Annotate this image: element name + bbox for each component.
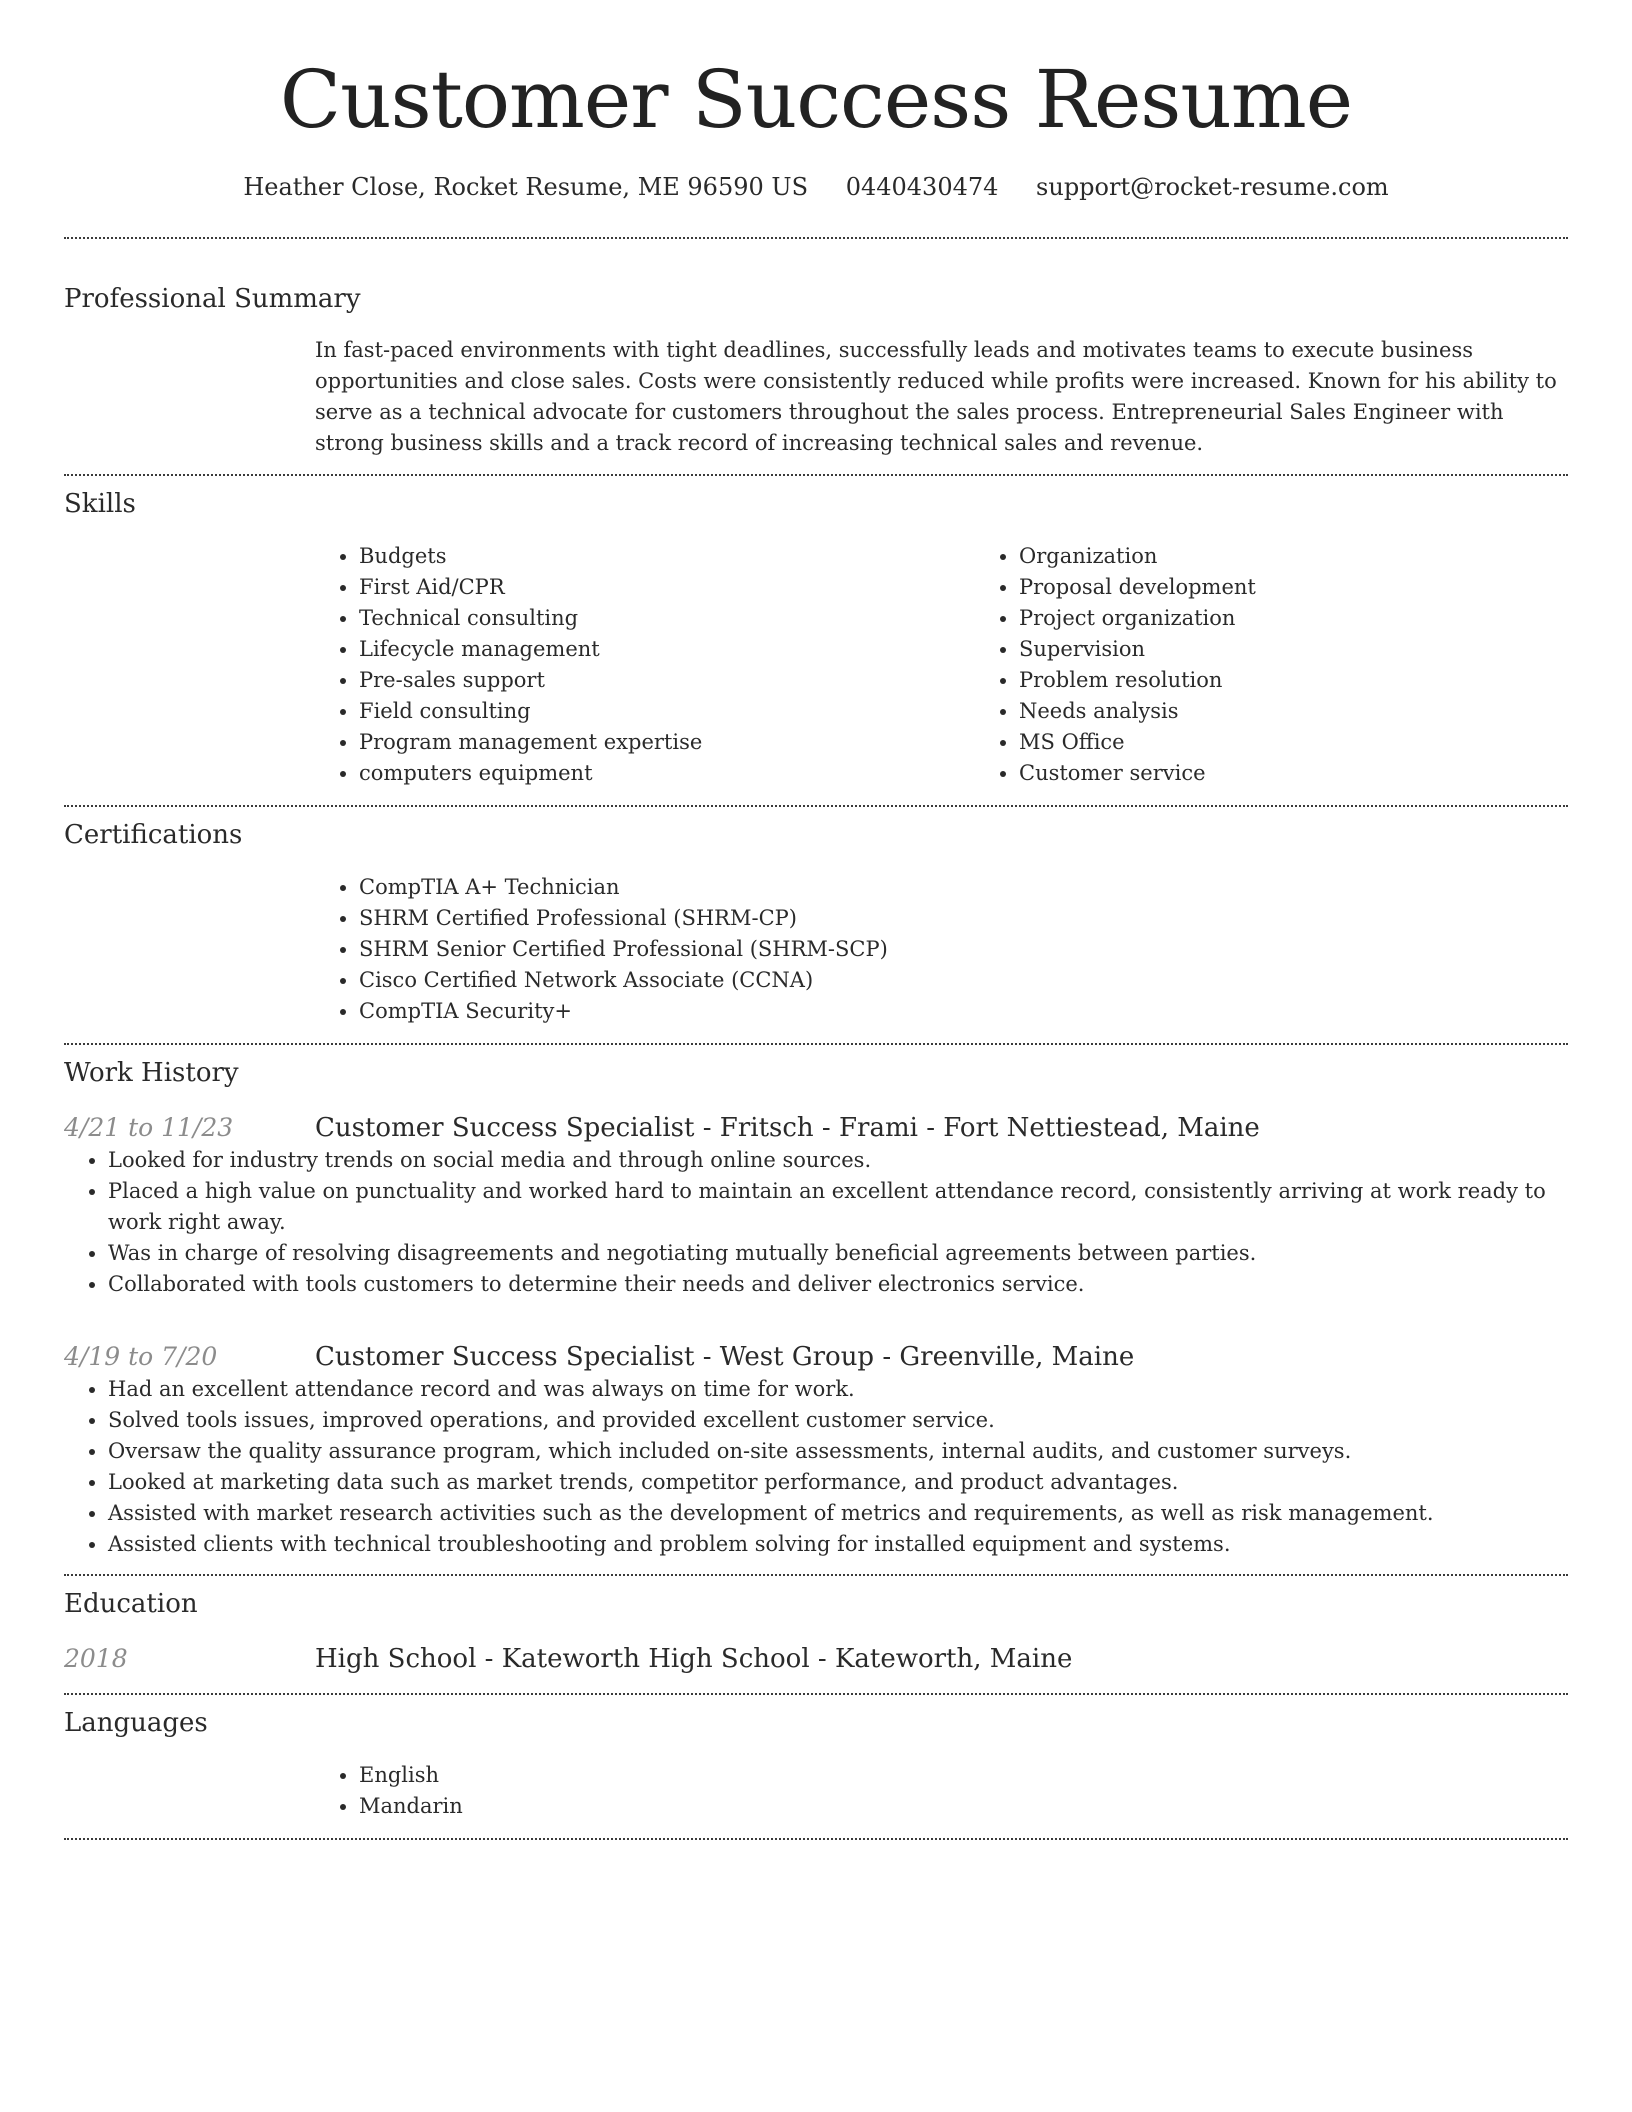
- skills-heading: Skills: [64, 489, 136, 519]
- certifications-heading: Certifications: [64, 820, 243, 850]
- skill-item: • Program management expertise: [359, 727, 975, 758]
- skill-item: • Pre-sales support: [359, 665, 975, 696]
- skill-item: • Budgets: [359, 541, 975, 572]
- education-heading: Education: [64, 1589, 198, 1619]
- job-bullet: • Looked for industry trends on social media and through online sources.: [108, 1145, 1568, 1176]
- skill-item: • Problem resolution: [1019, 665, 1632, 696]
- job-bullet: • Looked at marketing data such as market trends, competitor performance, and product advantages.: [108, 1467, 1568, 1498]
- skills-list-right: [975, 541, 1632, 789]
- job-bullet: • Assisted clients with technical troubleshooting and problem solving for installed equipment and systems.: [108, 1529, 1568, 1560]
- languages-heading: Languages: [64, 1708, 208, 1738]
- language-item: • English: [359, 1760, 1568, 1791]
- skill-item: • First Aid/CPR: [359, 572, 975, 603]
- contact-email: support@rocket-resume.com: [1036, 173, 1389, 201]
- skills-list-left: [315, 541, 975, 789]
- skill-item: • Field consulting: [359, 696, 975, 727]
- job-entry: [64, 1340, 1568, 1560]
- languages-body: [315, 1760, 1568, 1822]
- job-date: 4/21 to 11/23: [64, 1113, 234, 1142]
- resume-page: [64, 0, 1568, 1840]
- summary-body: [315, 335, 1568, 459]
- education-entry: [64, 1642, 1568, 1676]
- certification-item: • CompTIA Security+: [359, 996, 1568, 1027]
- certifications-body: [315, 872, 1568, 1027]
- work-history-heading: Work History: [64, 1058, 239, 1088]
- job-bullet: • Collaborated with tools customers to determine their needs and deliver electronics service.: [108, 1269, 1568, 1300]
- job-entry: [64, 1111, 1568, 1300]
- job-title: Customer Success Specialist - Fritsch - Frami - Fort Nettiestead, Maine: [315, 1113, 1260, 1143]
- divider: [64, 1838, 1568, 1840]
- contact-phone: 0440430474: [845, 173, 999, 201]
- skill-item: • MS Office: [1019, 727, 1632, 758]
- skill-item: • Needs analysis: [1019, 696, 1632, 727]
- education-date: 2018: [64, 1644, 128, 1673]
- certification-item: • Cisco Certified Network Associate (CCNA): [359, 965, 1568, 996]
- job-bullet: • Assisted with market research activities such as the development of metrics and requirements, as well as risk management.: [108, 1498, 1568, 1529]
- skill-item: • computers equipment: [359, 758, 975, 789]
- skill-item: • Technical consulting: [359, 603, 975, 634]
- summary-heading: Professional Summary: [64, 284, 361, 314]
- job-bullet: • Solved tools issues, improved operations, and provided excellent customer service.: [108, 1405, 1568, 1436]
- certification-item: • SHRM Senior Certified Professional (SHRM-SCP): [359, 934, 1568, 965]
- languages-list: [315, 1760, 1568, 1822]
- skill-item: • Lifecycle management: [359, 634, 975, 665]
- job-bullets: [64, 1374, 1568, 1560]
- job-bullet: • Was in charge of resolving disagreements and negotiating mutually beneficial agreements between parties.: [108, 1238, 1568, 1269]
- job-bullet: • Placed a high value on punctuality and worked hard to maintain an excellent attendance record, consistently arriving at work ready to work right away.: [108, 1176, 1568, 1238]
- certifications-section: [64, 807, 1568, 1027]
- job-bullet: • Had an excellent attendance record and was always on time for work.: [108, 1374, 1568, 1405]
- resume-title: Customer Success Resume: [279, 53, 1353, 146]
- language-item: • Mandarin: [359, 1791, 1568, 1822]
- skills-columns: [315, 541, 1568, 789]
- skill-item: • Supervision: [1019, 634, 1632, 665]
- summary-text: In fast-paced environments with tight deadlines, successfully leads and motivates teams to execute business opportunities and close sales. Costs were consistently reduced while profits were increased. Known for his ability to serve as a technical advocate for customers throughout the sales process. Entrepreneurial Sales Engineer with strong business skills and a track record of increasing technical sales and revenue.: [315, 338, 1557, 455]
- summary-section: [64, 239, 1568, 459]
- job-bullet: • Oversaw the quality assurance program, which included on-site assessments, internal audits, and customer surveys.: [108, 1436, 1568, 1467]
- contact-line: [64, 170, 1568, 204]
- contact-address: Heather Close, Rocket Resume, ME 96590 US: [243, 173, 809, 201]
- certification-item: • CompTIA A+ Technician: [359, 872, 1568, 903]
- skill-item: • Organization: [1019, 541, 1632, 572]
- certification-item: • SHRM Certified Professional (SHRM-CP): [359, 903, 1568, 934]
- job-bullets: [64, 1145, 1568, 1300]
- skills-section: [64, 476, 1568, 789]
- job-date: 4/19 to 7/20: [64, 1342, 218, 1371]
- languages-section: [64, 1695, 1568, 1822]
- skill-item: • Project organization: [1019, 603, 1632, 634]
- education-section: [64, 1576, 1568, 1676]
- job-title: Customer Success Specialist - West Group - Greenville, Maine: [315, 1342, 1135, 1372]
- skill-item: • Proposal development: [1019, 572, 1632, 603]
- education-title: High School - Kateworth High School - Kateworth, Maine: [315, 1644, 1073, 1674]
- work-history-section: [64, 1045, 1568, 1560]
- certifications-list: [315, 872, 1568, 1027]
- skill-item: • Customer service: [1019, 758, 1632, 789]
